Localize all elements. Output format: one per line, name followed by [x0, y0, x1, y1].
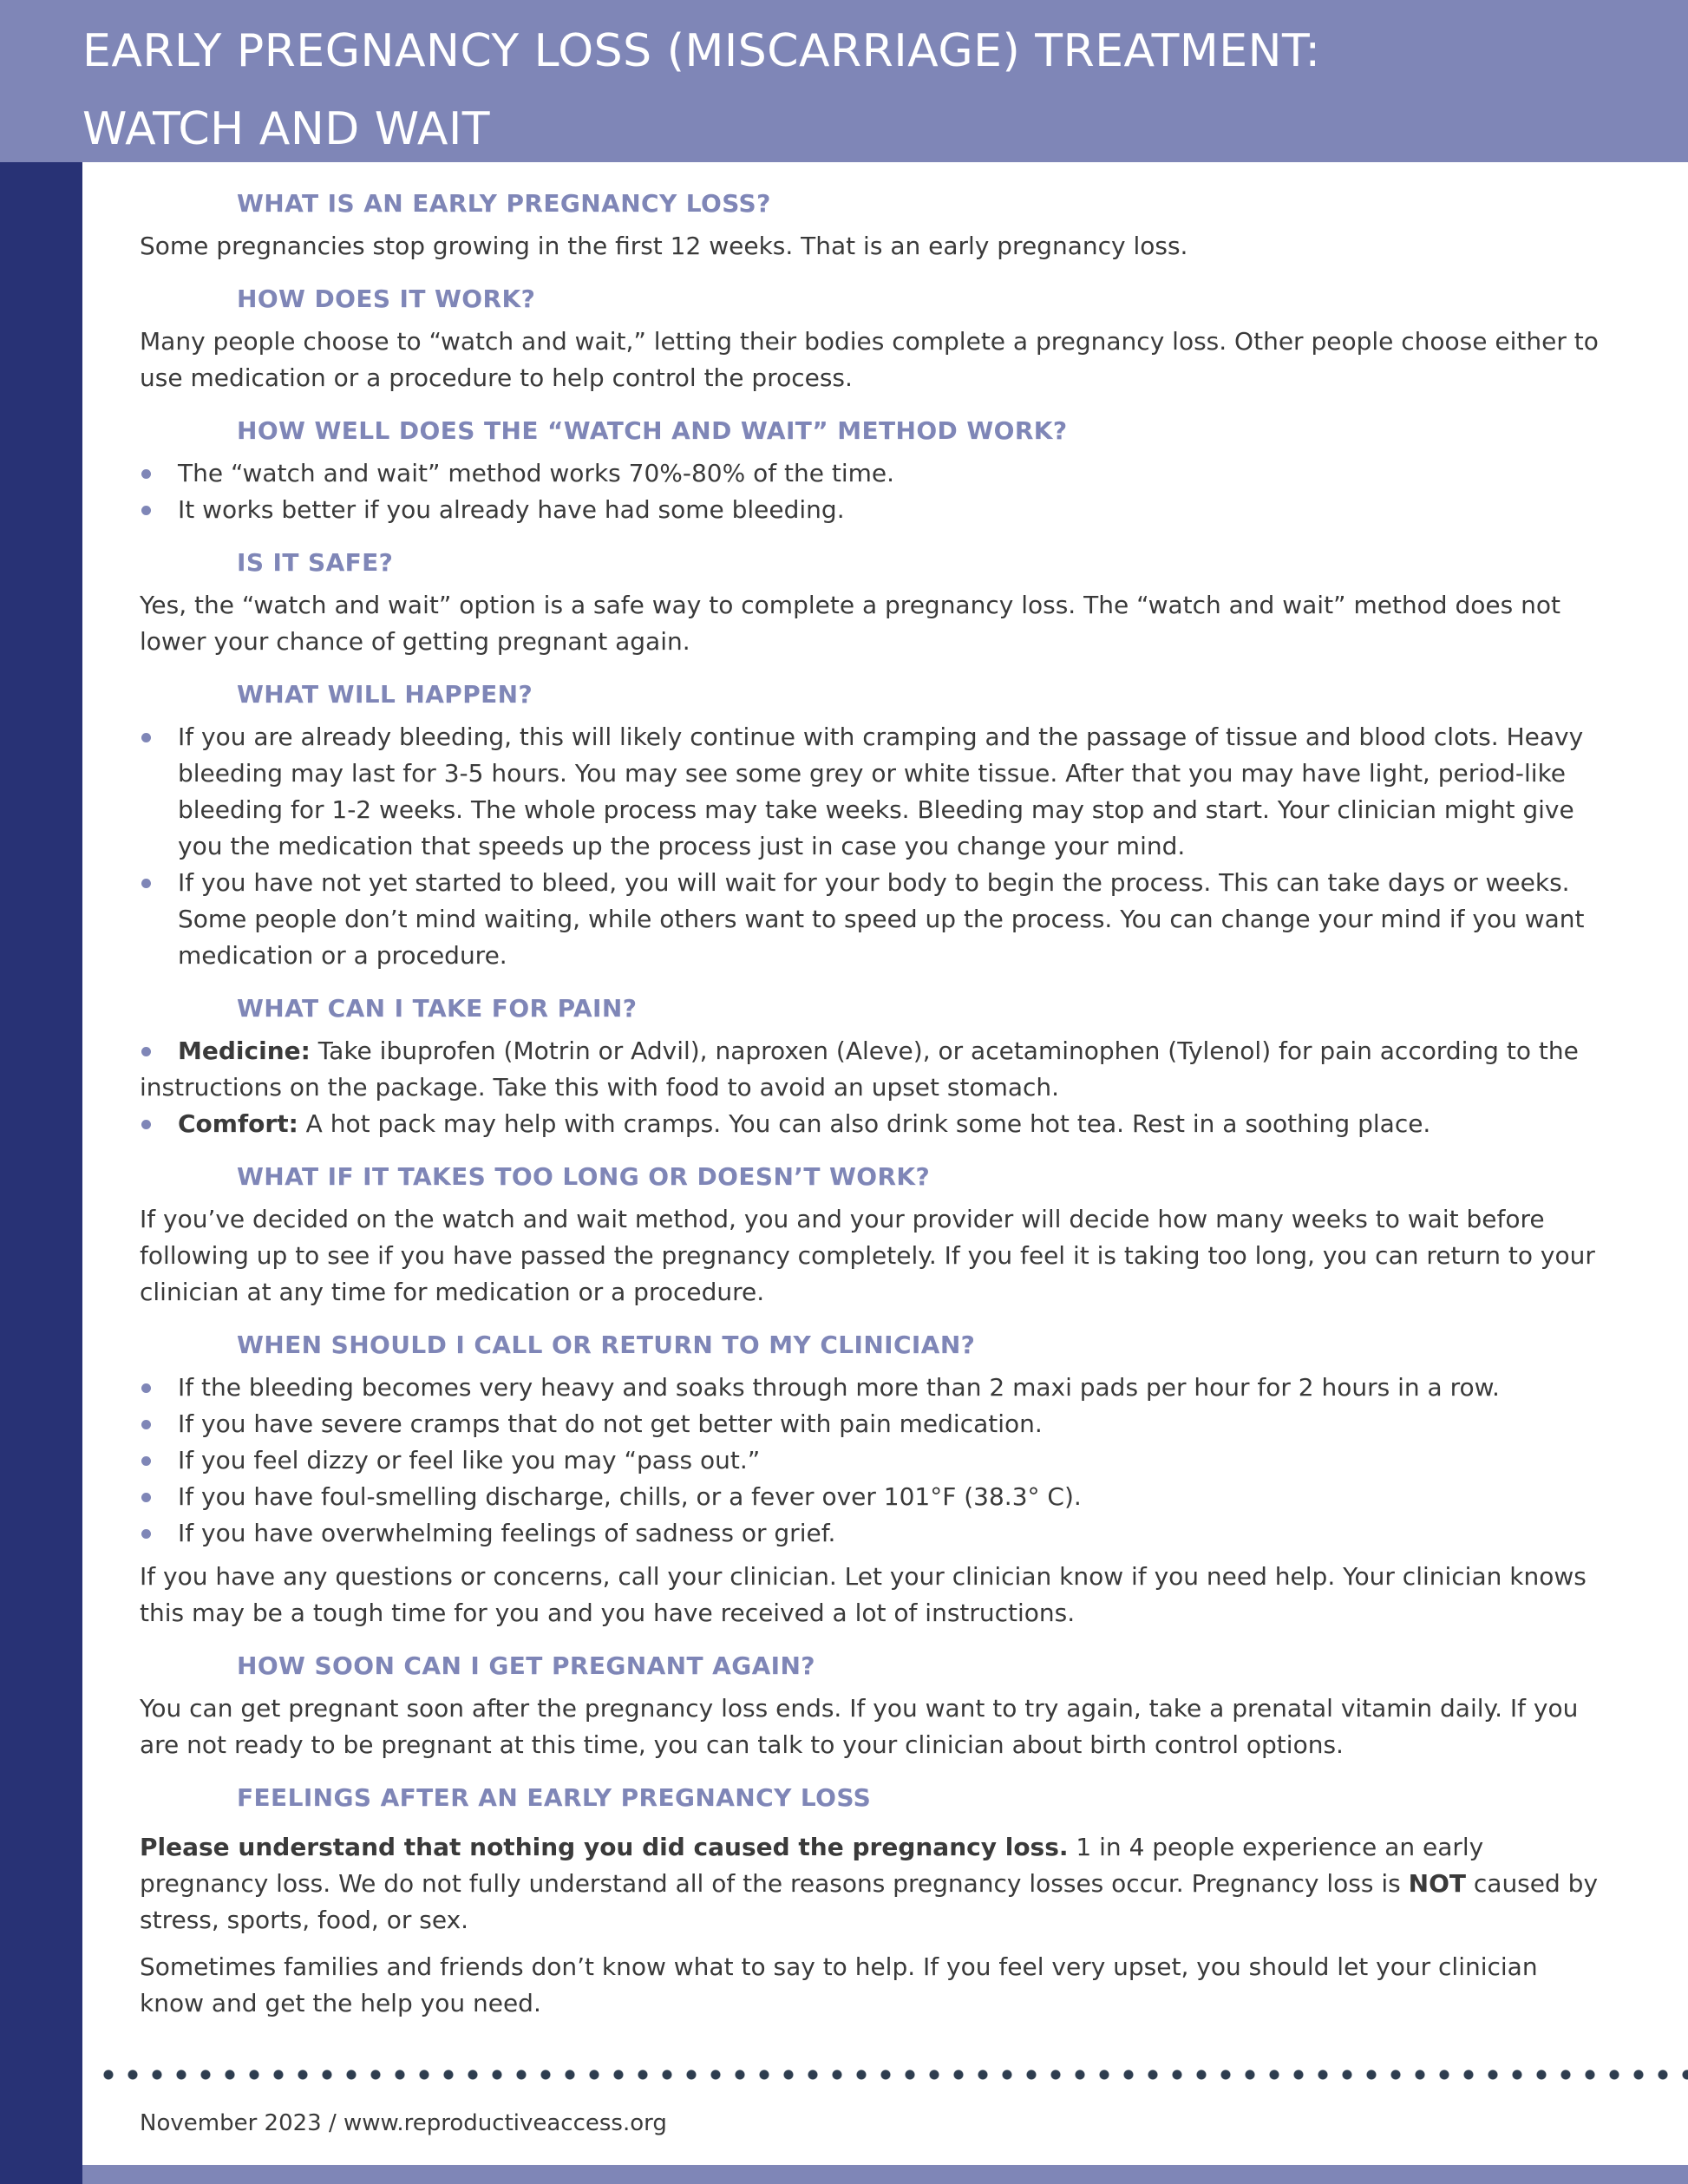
section-heading: FEELINGS AFTER AN EARLY PREGNANCY LOSS	[237, 1783, 872, 1812]
body-text: caused by stress, sports, food, or sex.	[140, 1869, 1599, 1934]
list-item: If you have overwhelming feelings of sadness or grief.	[140, 1515, 1606, 1552]
list-item: If you have severe cramps that do not get better with pain medication.	[140, 1406, 1606, 1442]
main-content	[140, 186, 1606, 2039]
list-item	[140, 1033, 1606, 1106]
left-accent-bar	[0, 162, 82, 2184]
list-item: If you feel dizzy or feel like you may “pass out.”	[140, 1442, 1606, 1479]
footer-text: November 2023 / www.reproductiveaccess.org	[140, 2110, 667, 2136]
item-text: Take ibuprofen (Motrin or Advil), naproxen (Aleve), or acetaminophen (Tylenol) for pain according to the instructions on the package. Take this with food to avoid an upset stomach.	[140, 1036, 1579, 1102]
list-item: If you are already bleeding, this will likely continue with cramping and the passage of tissue and blood clots. Heavy bleeding may last for 3-5 hours. You may see some grey or white tissue. After that you may have light, period-like bleeding for 1-2 weeks. The whole process may take weeks. Bleeding may stop and start. Your clinician might give you the medication that speeds up the process just in case you change your mind.	[140, 719, 1606, 865]
emphasis-text: NOT	[1408, 1869, 1466, 1898]
bottom-band	[82, 2165, 1688, 2184]
section-text	[140, 1829, 1606, 1939]
item-text: A hot pack may help with cramps. You can also drink some hot tea. Rest in a soothing place.	[298, 1109, 1431, 1138]
section-text: If you’ve decided on the watch and wait method, you and your provider will decide how many weeks to wait before following up to see if you have passed the pregnancy completely. If you feel it is taking too long, you can return to your clinician at any time for medication or a procedure.	[140, 1205, 1595, 1306]
emphasis-text: Please understand that nothing you did caused the pregnancy loss.	[140, 1833, 1069, 1861]
section-heading: WHAT WILL HAPPEN?	[237, 680, 533, 709]
item-label: Medicine:	[178, 1036, 311, 1065]
section-heading: WHAT IF IT TAKES TOO LONG OR DOESN’T WORK?	[237, 1162, 931, 1191]
page-title-line-1: EARLY PREGNANCY LOSS (MISCARRIAGE) TREATMENT:	[82, 25, 1321, 77]
section-text: Some pregnancies stop growing in the first 12 weeks. That is an early pregnancy loss.	[140, 232, 1188, 260]
body-text: 1 in 4 people experience an early pregnancy loss. We do not fully understand all of the reasons pregnancy losses occur. Pregnancy loss is	[140, 1833, 1484, 1898]
section-heading: WHAT CAN I TAKE FOR PAIN?	[237, 994, 638, 1023]
section-heading: WHEN SHOULD I CALL OR RETURN TO MY CLINICIAN?	[237, 1331, 976, 1359]
section-text: Yes, the “watch and wait” option is a safe way to complete a pregnancy loss. The “watch and wait” method does not lower your chance of getting pregnant again.	[140, 591, 1560, 656]
bullet-list	[140, 1370, 1606, 1552]
bullet-list	[140, 455, 1606, 528]
section-heading: WHAT IS AN EARLY PREGNANCY LOSS?	[237, 189, 771, 218]
section-heading: HOW WELL DOES THE “WATCH AND WAIT” METHOD WORK?	[237, 416, 1068, 445]
item-label: Comfort:	[178, 1109, 298, 1138]
section-heading: HOW DOES IT WORK?	[237, 284, 536, 313]
list-item	[140, 1106, 1606, 1142]
bullet-list	[140, 1033, 1606, 1142]
list-item: If the bleeding becomes very heavy and soaks through more than 2 maxi pads per hour for 2 hours in a row.	[140, 1370, 1606, 1406]
dotted-divider	[96, 2069, 1688, 2081]
section-text: You can get pregnant soon after the pregnancy loss ends. If you want to try again, take a prenatal vitamin daily. If you are not ready to be pregnant at this time, you can talk to your clinician about birth control options.	[140, 1694, 1579, 1759]
section-text: Sometimes families and friends don’t know what to say to help. If you feel very upset, you should let your clinician know and get the help you need.	[140, 1952, 1538, 2017]
section-text: Many people choose to “watch and wait,” letting their bodies complete a pregnancy loss. Other people choose either to use medication or a procedure to help control the process.	[140, 327, 1599, 392]
page-title-line-2: WATCH AND WAIT	[82, 103, 491, 155]
section-heading: IS IT SAFE?	[237, 548, 394, 577]
page-title	[82, 12, 1600, 168]
list-item: If you have not yet started to bleed, you will wait for your body to begin the process. This can take days or weeks. Some people don’t mind waiting, while others want to speed up the process. You can change your mind if you want medication or a procedure.	[140, 865, 1606, 974]
list-item: It works better if you already have had some bleeding.	[140, 492, 1606, 528]
list-item: If you have foul-smelling discharge, chills, or a fever over 101°F (38.3° C).	[140, 1479, 1606, 1515]
section-heading: HOW SOON CAN I GET PREGNANT AGAIN?	[237, 1651, 815, 1680]
bullet-list	[140, 719, 1606, 974]
list-item: The “watch and wait” method works 70%-80% of the time.	[140, 455, 1606, 492]
section-text: If you have any questions or concerns, call your clinician. Let your clinician know if you need help. Your clinician knows this may be a tough time for you and you have received a lot of instructions.	[140, 1562, 1587, 1627]
